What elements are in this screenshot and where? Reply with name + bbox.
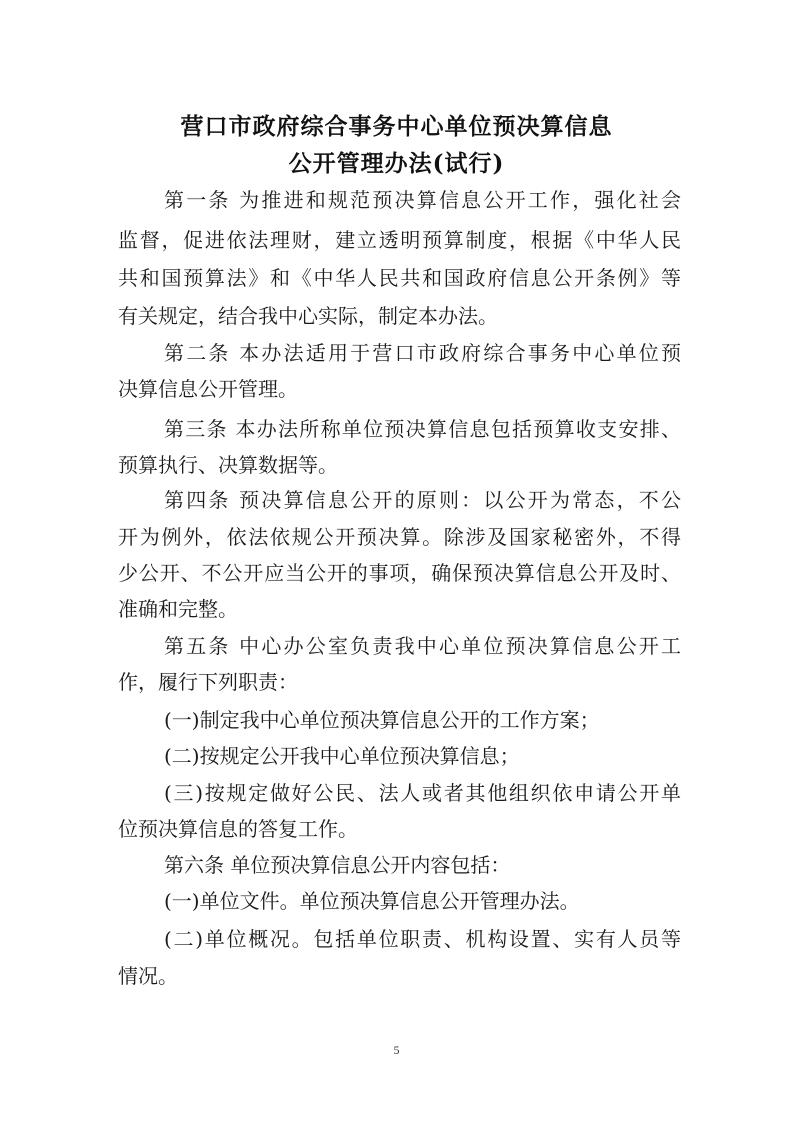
article-6-item-2-line-1: (二)单位概况。包括单位职责、机构设置、实有人员等	[164, 927, 681, 951]
article-5-line-2: 作，履行下列职责：	[118, 670, 298, 694]
article-1-line-1: 第一条 为推进和规范预决算信息公开工作，强化社会	[164, 188, 681, 212]
article-6-line-1: 第六条 单位预决算信息公开内容包括：	[164, 853, 511, 877]
article-5-item-2: (二)按规定公开我中心单位预决算信息；	[164, 744, 520, 768]
article-5-item-3-line-1: (三)按规定做好公民、法人或者其他组织依申请公开单	[164, 781, 681, 805]
document-title-line-1: 营口市政府综合事务中心单位预决算信息	[180, 113, 613, 140]
article-1-line-4: 有关规定，结合我中心实际，制定本办法。	[118, 304, 498, 328]
article-5-item-3-line-2: 位预决算信息的答复工作。	[118, 817, 358, 841]
article-2-line-1: 第二条 本办法适用于营口市政府综合事务中心单位预	[164, 341, 681, 365]
article-4-line-1: 第四条 预决算信息公开的原则：以公开为常态，不公	[164, 488, 681, 512]
article-1-line-3: 共和国预算法》和《中华人民共和国政府信息公开条例》等	[118, 266, 681, 290]
article-5-line-1: 第五条 中心办公室负责我中心单位预决算信息公开工	[164, 634, 681, 658]
article-3-line-2: 预算执行、决算数据等。	[118, 453, 338, 477]
article-1-line-2: 监督，促进依法理财，建立透明预算制度，根据《中华人民	[118, 228, 681, 252]
page-number: 5	[393, 1043, 400, 1057]
article-4-line-4: 准确和完整。	[118, 597, 238, 621]
article-5-item-1: (一)制定我中心单位预决算信息公开的工作方案；	[164, 708, 600, 732]
article-2-line-2: 决算信息公开管理。	[118, 377, 298, 401]
article-4-line-2: 开为例外，依法依规公开预决算。除涉及国家秘密外，不得	[118, 525, 681, 549]
article-3-line-1: 第三条 本办法所称单位预决算信息包括预算收支安排、	[164, 417, 681, 441]
article-6-item-2-line-2: 情况。	[118, 964, 178, 988]
article-4-line-3: 少公开、不公开应当公开的事项，确保预决算信息公开及时、	[118, 561, 681, 585]
article-6-item-1: (一)单位文件。单位预决算信息公开管理办法。	[164, 889, 580, 913]
document-title-line-2: 公开管理办法(试行)	[288, 150, 505, 177]
